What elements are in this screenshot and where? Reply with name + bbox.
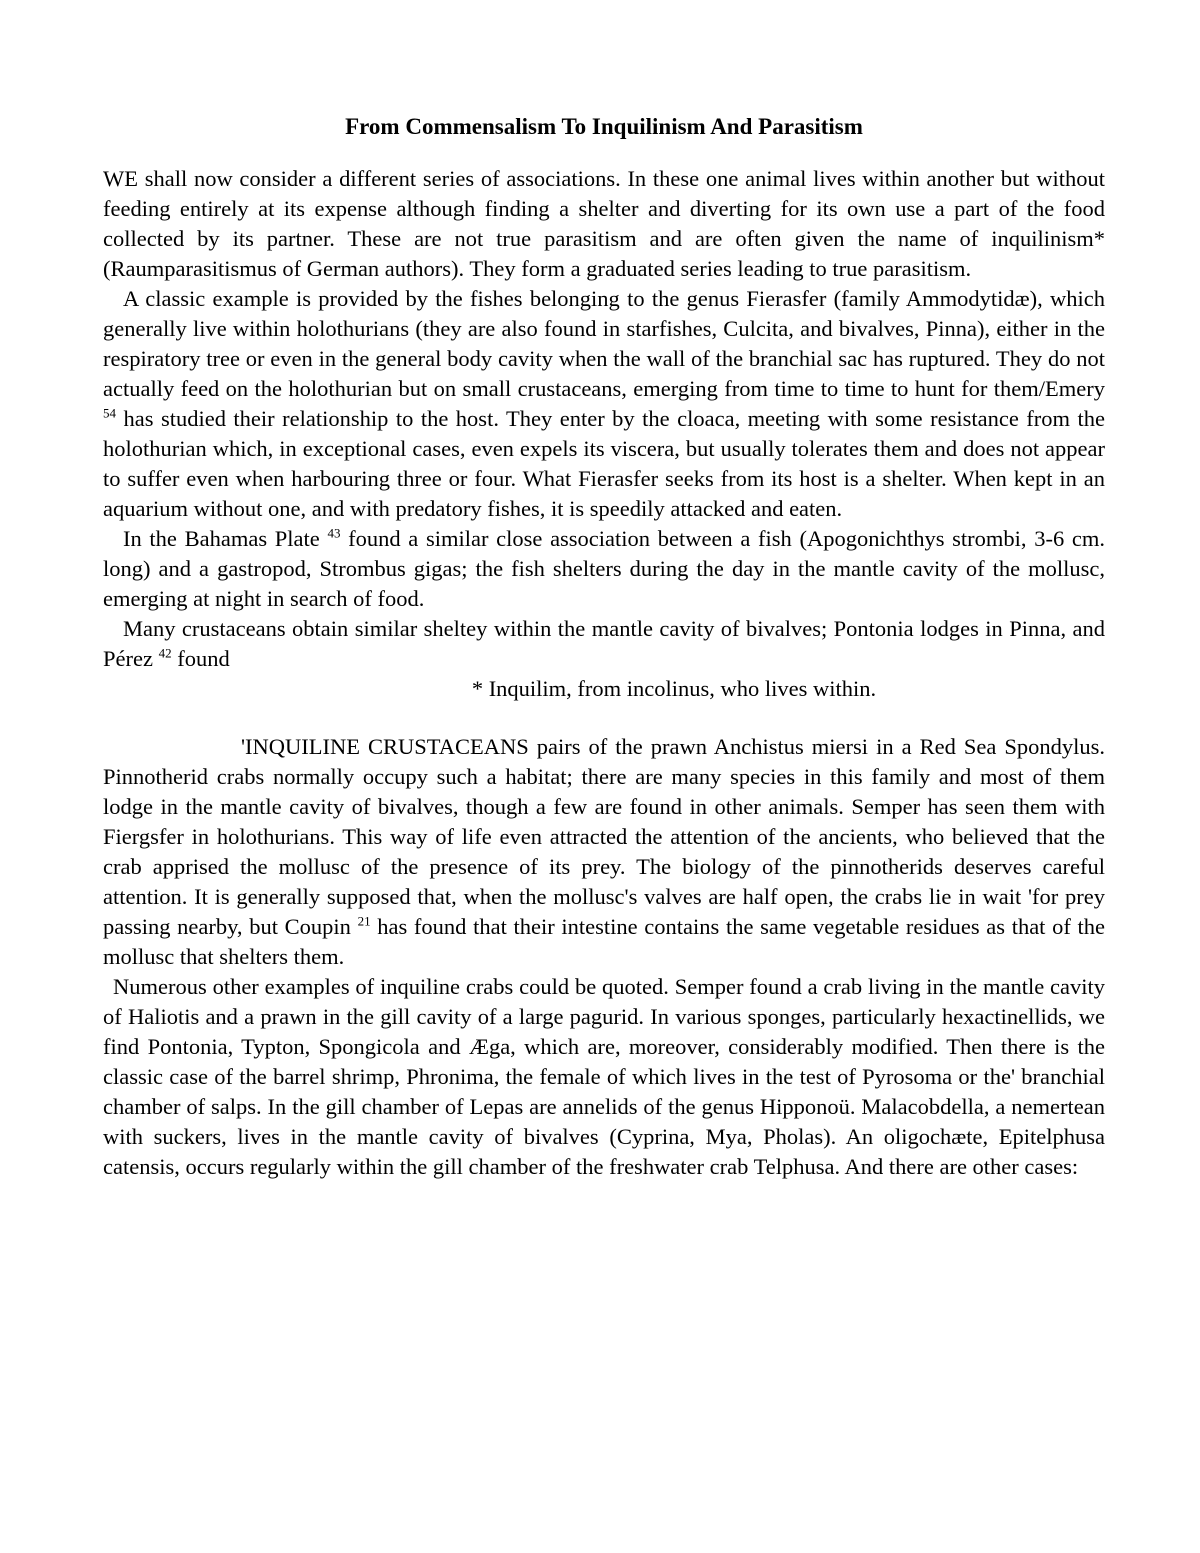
paragraph-bahamas-text-a: In the Bahamas Plate xyxy=(123,526,320,551)
reference-43: 43 xyxy=(327,525,341,541)
reference-21: 21 xyxy=(357,913,371,929)
document-page xyxy=(103,112,1105,1182)
paragraph-crustaceans xyxy=(103,614,1105,674)
paragraph-inquiline-text-b: has found that their intestine contains the same vegetable residues as that of the mollusc that shelters them. xyxy=(103,914,1106,969)
paragraph-crustaceans-text-b: found xyxy=(177,646,230,671)
paragraph-fierasfer-text-b: has studied their relationship to the host. They enter by the cloaca, meeting with some resistance from the holothurian which, in exceptional cases, even expels its viscera, but usually tolerates them and does not appear to suffer even when harbouring three or four. What Fierasfer seeks from its host is a shelter. When kept in an aquarium without one, and with predatory fishes, it is speedily attacked and eaten. xyxy=(103,406,1105,521)
footnote: * Inquilim, from incolinus, who lives within. xyxy=(471,676,877,701)
paragraph-inquiline-crabs: Numerous other examples of inquiline crabs could be quoted. Semper found a crab living in the mantle cavity of Haliotis and a prawn in the gill cavity of a large pagurid. In various sponges, particularly hexactinellids, we find Pontonia, Typton, Spongicola and Æga, which are, moreover, considerably modified. Then there is the classic case of the barrel shrimp, Phronima, the female of which lives in the test of Pyrosoma or the' branchial chamber of salps. In the gill chamber of Lepas are annelids of the genus Hipponoü. Malacobdella, a nemertean with suckers, lives in the mantle cavity of bivalves (Cyprina, Mya, Pholas). An oligochæte, Epitelphusa catensis, occurs regularly within the gill chamber of the freshwater crab Telphusa. And there are other cases: xyxy=(103,974,1105,1179)
paragraph-bahamas xyxy=(103,524,1105,614)
paragraph-intro: WE shall now consider a different series of associations. In these one animal lives within another but without feeding entirely at its expense although finding a shelter and diverting for its own use a part of the food collected by its partner. These are not true parasitism and are often given the name of inquilinism* (Raumparasitismus of German authors). They form a graduated series leading to true parasitism. xyxy=(103,166,1105,281)
paragraph-fierasfer xyxy=(103,284,1105,524)
reference-42: 42 xyxy=(158,645,172,661)
section-gap xyxy=(103,704,1105,732)
paragraph-crustaceans-text-a: Many crustaceans obtain similar sheltey within the mantle cavity of bivalves; Pontonia lodges in Pinna, and Pérez xyxy=(103,616,1105,671)
paragraph-inquiline-crustaceans xyxy=(103,732,1105,972)
reference-54: 54 xyxy=(103,405,116,421)
page-title: From Commensalism To Inquilinism And Parasitism xyxy=(345,114,863,139)
paragraph-fierasfer-text-a: A classic example is provided by the fishes belonging to the genus Fierasfer (family Ammodytidæ), which generally live within holothurians (they are also found in starfishes, Culcita, and bivalves, Pinna), either in the respiratory tree or even in the general body cavity when the wall of the branchial sac has ruptured. They do not actually feed on the holothurian but on small crustaceans, emerging from time to time to hunt for them/Emery xyxy=(103,286,1105,401)
paragraph-inquiline-text-a: 'INQUILINE CRUSTACEANS pairs of the prawn Anchistus miersi in a Red Sea Spondylus. Pinnotherid crabs normally occupy such a habitat; there are many species in this family and most of them lodge in the mantle cavity of bivalves, though a few are found in other animals. Semper has seen them with Fiergsfer in holothurians. This way of life even attracted the attention of the ancients, who believed that the crab apprised the mollusc of the presence of its prey. The biology of the pinnotherids deserves careful attention. It is generally supposed that, when the mollusc's valves are half open, the crabs lie in wait 'for prey passing nearby, but Coupin xyxy=(103,734,1105,939)
paragraph-bahamas-text-b: found a similar close association between a fish (Apogonichthys strombi, 3-6 cm. long) and a gastropod, Strombus gigas; the fish shelters during the day in the mantle cavity of the mollusc, emerging at night in search of food. xyxy=(103,526,1105,611)
